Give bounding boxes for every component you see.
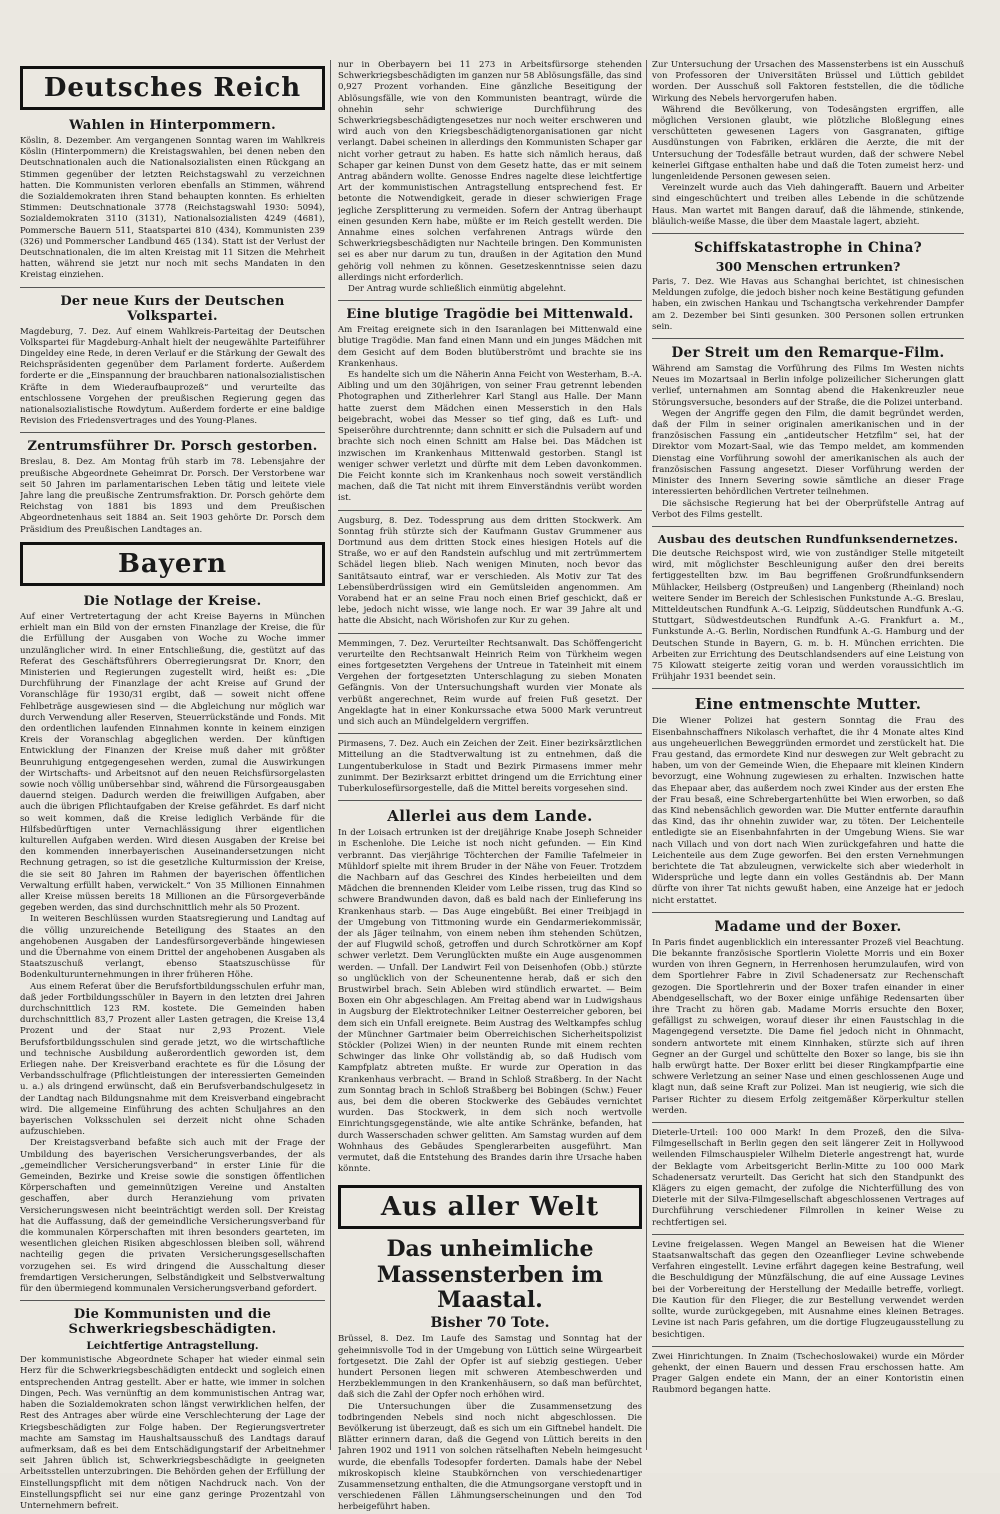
headline: Eine entmenschte Mutter. [694, 695, 922, 714]
article-body: Levine freigelassen. Wegen Mangel an Beweisen hat die Wiener Staatsanwaltschaft das gegen den Ozeanflieger Levine schwebende Verfahren eingestellt. Levine erfährt dagegen keine Bestrafung, weil die Beschuldigung der Münzfälschung, die auf eine Aussage Levines bei der Vorbereitung der Herstellung der Medaille betreffe, vorliegt. Die Kaution für den Flieger, die zur Bestellung verwendet werden sollte, wurde zurückgegeben, mit Ausnahme eines kleinen Betrages. Levine ist nach Paris gefahren, um die dortige Flugzeugausstellung zu besichtigen. [652, 1239, 964, 1340]
article-body: Aus einem Referat über die Berufsfortbildungsschulen erfuhr man, daß jeder Fortbildungsschüler in Bayern in den letzten drei Jahren durchschnittlich 123 RM. kostete. Die Gemeinden haben durchschnittlich 83,7 Prozent aller Lasten getragen, die Kreise 13,4 Prozent und der Staat nur 2,93 Prozent. Viele Berufsfortbildungsschulen sind gerade jetzt, wo die wirtschaftliche und technische Ausbildung außerordentlich geworden ist, dem Erliegen nahe. Der Kreisverband erachtete es für die Lösung der Verbandsschulfrage (Pflichtleistungen der interessierten Gemeinden u. a.) als dringend erwünscht, daß ein Berufsverbandschulgesetz in der Landtag nach Bildungsnahme mit dem Kreisverband eingebracht wird. Die allgemeine Einführung des achten Schuljahres an den bayerischen Volksschulen sei derzeit nicht ohne Schaden aufzuschieben. [20, 981, 325, 1138]
headline: Die Notlage der Kreise. [83, 593, 262, 609]
article-body: Die deutsche Reichspost wird, wie von zuständiger Stelle mitgeteilt wird, mit möglichster Beschleunigung außer den drei bereits fertiggestellten bzw. im Bau begriffenen Großrundfunksendern Mühlacker, Heilsberg (Ostpreußen) und Langenberg (Rheinland) noch weitere Sender im Bereich der Schlesischen Funkstunde A.-G. Breslau, Mitteldeutschen Rundfunk A.-G. Leipzig, Süddeutschen Rundfunk A.-G. Stuttgart, Südwestdeutschen Rundfunk A.-G. Frankfurt a. M., Funkstunde A.-G. Berlin, Nordischen Rundfunk A.-G. Hamburg und der Deutschen Stunde in Bayern, G. m. b. H. München errichten. Die Arbeiten zur Errichtung des Deutschlandsenders auf eine Leistung von 75 Kilowatt steigerte zeitig voran und werden voraussichtlich im Frühjahr 1931 beendet sein. [652, 548, 964, 683]
column-1 [20, 60, 325, 1512]
section-header-deutsches-reich [20, 66, 325, 110]
article-body: Zur Untersuchung der Ursachen des Massensterbens ist ein Ausschuß von Professoren der Universitäten Brüssel und Lüttich gebildet worden. Der Ausschuß soll Faktoren feststellen, die die tödliche Wirkung des Nebels hervorgerufen haben. [652, 60, 964, 104]
article-divider [652, 1234, 964, 1235]
article-body: Während die Bevölkerung, von Todesängsten ergriffen, alle möglichen Versionen glaubt, wie plötzliche Bloßlegung eines verschütteten gewesenen Lagers von Gasgranaten, giftige Ausdünstungen von Fabriken, erklären die Aerzte, die mit der Untersuchung der Todesfälle betraut wurden, daß der schwere Nebel keinerlei Giftgase enthalten habe und daß die Toten zumeist herz- und lungenleidende Personen gewesen seien. [652, 104, 964, 183]
column-3 [652, 60, 964, 1397]
section-title: Bayern [117, 548, 228, 579]
article-divider [20, 432, 325, 433]
article-divider [338, 733, 642, 734]
article-divider [652, 688, 964, 689]
headline: Das unheimliche Massensterben im Maastal. [376, 1236, 604, 1314]
article-body: Vereinzelt wurde auch das Vieh dahingerafft. Bauern und Arbeiter sind eingeschüchtert und treiben alles Lebende in die schützende Haus. Man wartet mit Bangen darauf, daß die lähmende, stinkende, bläulich-weiße Masse, die über dem Maastale lagert, abzieht. [652, 183, 964, 227]
article-body: Der Antrag wurde schließlich einmütig abgelehnt. [348, 284, 567, 295]
headline: Schiffskatastrophe in China? [694, 240, 922, 257]
headline: Wahlen in Hinterpommern. [69, 118, 276, 133]
article-divider [338, 633, 642, 634]
article-body: Der kommunistische Abgeordnete Schaper hat wieder einmal sein Herz für die Schwerkriegsbeschädigten entdeckt und sogleich einen entsprechenden Antrag gestellt. Aber er hatte, wie immer in solchen Dingen, Pech. Was vernünftig an dem kommunistischen Antrag war, haben die Sozialdemokraten schon längst verwirklichen helfen, der Rest des Antrages aber würde eine Verschlechterung der Lage der Kriegsbeschädigten zur Folge haben. Der Regierungsvertreter machte am Samstag im Haushaltsausschuß des Landtags darauf aufmerksam, daß es bei dem Entschädigungstarif der Arbeitnehmer seit Jahren üblich ist, Schwerkriegsbeschädigte in geeigneten Arbeitsstellen unterzubringen. Die Behörden gehen der Erfüllung der Einstellungspflicht mit dem nötigen Nachdruck nach. Von der Einstellungspflicht sei nur eine ganz geringe Prozentzahl von Unternehmern befreit. [20, 1355, 325, 1511]
article-body: nur in Oberbayern bei 11 273 in Arbeitsfürsorge stehenden Schwerkriegsbeschädigten im ganzen nur 58 Ablösungsfälle, das sind 0,927 Prozent vorhanden. Eine gänzliche Beseitigung der Ablösungsfälle, wie von den Kommunisten beantragt, würde die ohnehin sehr schwierige Durchführung des Schwerkriegsbeschädigtengesetzes nur noch weiter erschweren und wird auch von den Kriegsbeschädigtenorganisationen gar nicht verlangt. Dabei scheinen in allerdings den Kommunisten Schaper gar nicht vorher getraut zu haben. Es hatte sich nämlich heraus, daß Schaper gar keinen Dunst von dem Gesetz hatte, das er mit seinem Antrag abändern wollte. Genosse Endres nagelte diese leichtfertige Art der kommunistischen Antragstellung entsprechend fest. Er betonte die Notwendigkeit, gerade in dieser schwierigen Frage jegliche Zersplitterung zu vermeiden. Sofern der Antrag überhaupt einen gesunden Kern habe, müßte er im Reich gestellt werden. Die Annahme eines solchen verfahrenen Antrags würde den Schwerkriegsbeschädigten nur Nachteile bringen. Den Kommunisten sei es aber nur darum zu tun, draußen in der Agitation den Mund gehörig voll nehmen zu können. Gesetzeskenntnisse seien dazu allerdings nicht erforderlich. [338, 60, 642, 283]
article-body: Der Kreistagsverband befaßte sich auch mit der Frage der Umbildung des bayerischen Versicherungsverbandes, der als „gemeindlicher Versicherungsverband“ in erster Linie für die Gemeinden, Bezirke und Kreise sowie die sonstigen öffentlichen Körperschaften und gemeinnützigen Vereine und Anstalten geschaffen, aber durch Heranziehung vom privaten Versicherungswesen nicht beeinträchtigt werden soll. Der Kreistag hat die Auffassung, daß der gemeindliche Versicherungsverband für die kommunalen Körperschaften mit ihren besonders gearteten, im wesentlichen gleichen Risiken abgeschlossen bleiben soll, während nachteilig gegen die privaten Versicherungsgesellschaften vorzugehen sei. Es wird dringend die Ausschaltung dieser fremdartigen Versicherungen, Selbständigkeit und Selbstverwaltung für den übermiegend kommunalen Versicherungsverband gefordert. [20, 1138, 325, 1295]
headline: Eine blutige Tragödie bei Mittenwald. [346, 307, 634, 323]
article-body: Pirmasens, 7. Dez. Auch ein Zeichen der Zeit. Einer bezirksärztlichen Mitteilung an die Stadtverwaltung ist zu entnehmen, daß die Lungentuberkulose in Stadt und Bezirk Pirmasens immer mehr zunimmt. Der Bezirksarzt erbittet dringend um die Errichtung einer Tuberkulosefürsorgestelle, daß die Mittel bereits vorgesehen sind. [338, 739, 642, 794]
article-body: Am Freitag ereignete sich in den Isaranlagen bei Mittenwald eine blutige Tragödie. Man fand einen Mann und ein junges Mädchen mit dem Gesicht auf dem Boden blutüberströmt und brachte sie ins Krankenhaus. [338, 325, 642, 369]
column-rule [330, 60, 331, 1450]
article-divider [652, 1122, 964, 1123]
headline: Zentrumsführer Dr. Porsch gestorben. [27, 439, 318, 455]
article-divider [652, 912, 964, 913]
article-body: In weiteren Beschlüssen wurden Staatsregierung und Landtag auf die völlig unzureichende Beteiligung des Staates an den angehobenen Ausgaben der Landesfürsorgeverbände hingewiesen und die Übernahme von einem Drittel der angehobenen Ausgaben als Staatszuschuß verlangt, ebenso Staatszuschüsse für Bodenkulturunternehmungen in ihrer früheren Höhe. [20, 914, 325, 981]
article-body: In der Loisach ertrunken ist der dreijährige Knabe Joseph Schneider in Eschenlohe. Die Leiche ist noch nicht gefunden. — Ein Kind verbrannt. Das vierjährige Töchterchen der Familie Tafelmeier in Mühldorf spielte mit ihrem Bruder in der Nähe von Feuer. Trotzdem die Nachbarn auf das Geschrei des Kindes herbeieilten und dem Mädchen die brennenden Kleider vom Leibe rissen, trug das Kind so schwere Brandwunden davon, daß es bald nach der Einlieferung ins Krankenhaus starb. — Das Auge eingebüßt. Bei einer Treibjagd in der Umgebung von Tittmoning wurde ein Gendarmeriekommissär, der als Jäger teilnahm, von einem neben ihm stehenden Schützen, der auf Flugwild schoß, getroffen und durch Schrotkörner am Kopf schwer verletzt. Dem Verunglückten mußte ein Auge ausgenommen werden. — Unfall. Der Landwirt Feil von Deisenhofen (Obb.) stürzte so unglücklich von der Scheunentenne herab, daß er sich den Brustwirbel brach. Sein Ableben wird stündlich erwartet. — Beim Boxen ein Ohr abgeschlagen. Am Freitag abend war in Ludwigshaus in Augsburg der Elektrotechniker Leitner Oesterreicher geboren, bei dem sich ein Unfall ereignete. Beim Austrag des Weltkampfes schlug der Münchner Gartmaier beim Oberreichischen Sicherheitspolizist Stöckler (Polizei Wien) in der neunten Runde mit einem rechten Schwinger das linke Ohr vollständig ab, so daß Hudisch vom Kampfplatz abtreten mußte. Er wurde zur Operation in das Krankenhaus verbracht. — Brand in Schloß Straßberg. In der Nacht zum Sonntag brach in Schloß Straßberg bei Bobingen (Schw.) Feuer aus, bei dem die oberen Stockwerke des Gebäudes vernichtet wurden. Das Stockwerk, in dem sich noch wertvolle Einrichtungsgegenstände, wie alte antike Schränke, befanden, hat durch Wasserschaden schwer gelitten. Am Samstag wurden auf dem Wohnhaus des Gebäudes Spenglerarbeiten ausgeführt. Man vermutet, daß die Entstehung des Brandes darin ihre Ursache haben könnte. [338, 828, 642, 1175]
article-body: Brüssel, 8. Dez. Im Laufe des Samstag und Sonntag hat der geheimnisvolle Tod in der Umgebung von Lüttich seine Würgearbeit fortgesetzt. Die Zahl der Opfer ist auf siebzig gestiegen. Ueber hundert Personen liegen mit schweren Atembeschwerden und Herzbeklemmungen in den Krankenhäusern, so daß man befürchtet, daß sich die Zahl der Opfer noch erhöhen wird. [338, 1334, 642, 1401]
article-body: Während am Samstag die Vorführung des Films Im Westen nichts Neues im Mozartsaal in Berlin infolge polizeilicher Sicherungen glatt verlief, unternahmen am Sonntag abend die Hakenkreuzler neue Störungsversuche, besonders auf der Straße, die die Polizei unterband. [652, 364, 964, 408]
article-divider [652, 526, 964, 527]
column-rule [646, 60, 647, 1450]
article-body: In Paris findet augenblicklich ein interessanter Prozeß viel Beachtung. Die bekannte französische Sportlerin Violette Morris und ein Boxer wurden von ihren Gegnern, in Herrenhosen herumzulaufen, wird von dem Sportlehrer Fabre in Zivil Schadenersatz zur Rechenschaft gezogen. Die Sportlehrerin und der Boxer trafen einander in einer Abendgesellschaft, wo der Boxer einige unfähige Redensarten über ihre Tracht zu hören gab. Madame Morris ersuchte den Boxer, gefälligst zu schweigen, worauf dieser ihr einen Faustschlag in die Magengegend versetzte. Die Dame fiel jedoch nicht in Ohnmacht, sondern antwortete mit einem Kinnhaken, stürzte sich auf ihren Gegner an der Gurgel und schüttelte den Boxer so lange, bis sie ihn halb erwürgt hatte. Der Boxer erlitt bei dieser Ringkampfpartie eine schwere Verletzung an seiner Nase und einen geschlossenen Auge und klagt nun, daß seine Kraft zur Polizei. Man ist neugierig, wie sich die Pariser Richter zu diesem Erfolg zeitgemäßer Körperkultur stellen werden. [652, 937, 964, 1116]
article-divider [338, 510, 642, 511]
article-body: Die Wiener Polizei hat gestern Sonntag die Frau des Eisenbahnschaffners Nikolasch verhaftet, die ihr 4 Monate altes Kind aus ungeheuerlichen Beweggründen ermordet und zerstückelt hat. Die Frau gestand, das ermordete Kind nur deswegen zur Welt gebracht zu haben, um von der Gemeinde Wien, die Ehepaare mit kleinen Kindern bevorzugt, eine Wohnung zugewiesen zu erhalten. Inzwischen hatte das Ehepaar aber, das außerdem noch zwei Kinder aus der ersten Ehe der Frau besaß, eine Schrebergartenhütte bei Wien erworben, so daß das Kind nebensächlich geworden war. Die Mutter entfernte daraufhin das Kind, das ihr ohnehin zuwider war, zu töten. Der Leichenteile entledigte sie an Eisenbahnfahrten in der Umgebung Wiens. Sie war nach Villach und von dort nach Wien zurückgefahren und hatte die Leichenteile aus dem Zuge geworfen. Bei den ersten Vernehmungen berichtete die Tat abzuleugnen, verwickelte sich aber wiederholt in Widersprüche und legte dann ein volles Geständnis ab. Der Mann dürfte von ihrer Tat nichts gewußt haben, eine Anzeige hat er jedoch nicht erstattet. [652, 716, 964, 906]
headline: Der Streit um den Remarque-Film. [671, 345, 945, 362]
article-divider [338, 300, 642, 301]
section-title: Deutsches Reich [43, 73, 302, 103]
article-divider [20, 1300, 325, 1301]
subheadline: Leichtfertige Antragstellung. [86, 1340, 259, 1353]
article-body: Breslau, 8. Dez. Am Montag früh starb im 78. Lebensjahre der preußische Abgeordnete Geheimrat Dr. Porsch. Der Verstorbene war seit 50 Jahren im parlamentarischen Leben tätig und leitete viele Jahre lang die preußische Zentrumsfraktion. Dr. Porsch gehörte dem Reichstag von 1881 bis 1893 und dem Preußischen Abgeordnetenhaus seit 1884 an. Seit 1903 gehörte Dr. Porsch dem Präsidium des Preußischen Landtages an. [20, 457, 325, 535]
headline: Ausbau des deutschen Rundfunksendernetzes. [657, 532, 959, 546]
article-body: Augsburg, 8. Dez. Todessprung aus dem dritten Stockwerk. Am Sonntag früh stürzte sich der Kaufmann Gustav Grummener aus Dortmund aus dem dritten Stock eines hiesigen Hotels auf die Straße, wo er auf den Randstein aufschlug und mit zertrümmertem Schädel liegen blieb. Nach wenigen Minuten, noch bevor das Sanitätsauto eintraf, war er verschieden. Als Motiv zur Tat des Lebensüberdrüssigen wird ein Gemütsleiden angenommen. Am Vorabend hat er an seine Frau noch einen Brief geschickt, daß er lebe, jedoch nicht wisse, wie lange noch. Er war 39 Jahre alt und hatte die Absicht, nach Wörishofen zur Kur zu gehen. [338, 515, 642, 627]
headline: Die Kommunisten und die Schwerkriegsbeschädigten. [68, 1307, 277, 1338]
subheadline: Bisher 70 Tote. [430, 1315, 550, 1332]
headline: Der neue Kurs der Deutschen Volkspartei. [60, 293, 285, 324]
headline: Allerlei aus dem Lande. [387, 807, 593, 826]
article-body: Köslin, 8. Dezember. Am vergangenen Sonntag waren im Wahlkreis Köslin (Hinterpommern) die Kreistagswahlen, bei denen neben den Deutschnationalen auch die Nationalsozialisten einen Rückgang an Stimmen gegenüber der letzten Reichstagswahl zu verzeichnen hatten. Die Kommunisten verloren ebenfalls an Stimmen, während die Sozialdemokraten ihren Stand behaupten konnten. Es erhielten Stimmen: Deutschnationale 3778 (Reichstagswahl 1930: 5094), Sozialdemokraten 3110 (3131), Nationalsozialisten 4249 (4681), Pommersche Bauern 511, Staatspartei 810 (434), Kommunisten 239 (326) und Pommerscher Landbund 465 (134). Statt ist der Verlust der Deutschnationalen, die im alten Kreistag mit 11 Sitzen die Mehrheit hatten, während sie jetzt nur noch mit sechs Mandaten in den Kreistag einziehen. [20, 136, 325, 281]
section-header-bayern [20, 542, 325, 586]
article-body: Memmingen, 7. Dez. Verurteilter Rechtsanwalt. Das Schöffengericht verurteilte den Rechtsanwalt Heinrich Reim von Türkheim wegen eines fortgesetzten Vergehens der Untreue in Tateinheit mit einem Vergehen der fortgesetzten Unterschlagung zu sieben Monaten Gefängnis. Von der Untersuchungshaft wurden vier Monate als verbüßt angerechnet, Reim wurde auf freien Fuß gesetzt. Der Angeklagte hat in einer Konkurssache etwa 5000 Mark veruntreut und sich auch an Mündelgeldern vergriffen. [338, 638, 642, 727]
subheadline: 300 Menschen ertrunken? [715, 259, 901, 275]
article-body: Magdeburg, 7. Dez. Auf einem Wahlkreis-Parteitag der Deutschen Volkspartei für Magdeburg-Anhalt hielt der neugewählte Parteiführer Dingeldey eine Rede, in deren Verlauf er die Stärkung der Gewalt des Reichspräsidenten gegenüber dem Parlament forderte. Außerdem forderte er die „Einspannung der brauchbaren nationalsozialistischen Kräfte in dem Wiederaufbauprozeß“ und verurteilte das entschlossene Vorgehen der preußischen Regierung gegen das nationalsozialistische Rowdytum. Außerdem forderte er eine baldige Revision des Friedensvertrages und des Young-Planes. [20, 326, 325, 427]
article-body: Wegen der Angriffe gegen den Film, die damit begründet werden, daß der Film in seiner originalen amerikanischen und in der französischen Fassung ein „antideutscher Hetzfilm“ sei, hat der Direktor vom Mozart-Saal, wie das Tempo meldet, am kommenden Dienstag eine Vorführung sowohl der amerikanischen als auch der französischen Fassung angesetzt. Dieser Vorführung werden der Minister des Innern Severing sowie sämtliche an dieser Frage interessierten behördlichen Vertreter teilnehmen. [652, 408, 964, 498]
article-body: Zwei Hinrichtungen. In Znaim (Tschechoslowakei) wurde ein Mörder gehenkt, der einen Bauern und dessen Frau erschossen hatte. Am Prager Galgen endete ein Mann, der an einer Kontoristin einen Raubmord begangen hatte. [652, 1351, 964, 1396]
article-divider [652, 338, 964, 339]
article-divider [338, 800, 642, 801]
article-divider [20, 287, 325, 288]
article-body: Paris, 7. Dez. Wie Havas aus Schanghai berichtet, ist chinesischen Meldungen zufolge, die jedoch bisher noch keine Bestätigung gefunden haben, ein zwischen Hankau und Tschangtscha verkehrender Dampfer am 2. Dezember bei Sinti gesunken. 300 Personen sollen ertrunken sein. [652, 277, 964, 332]
article-body: Es handelte sich um die Näherin Anna Feicht von Westerham, B.-A. Aibling und um den 30jährigen, von seiner Frau getrennt lebenden Photographen und Zitherlehrer Karl Stangl aus Halle. Der Mann hatte zuerst dem Mädchen einen Messerstich in den Hals beigebracht, wobei das Messer so tief ging, daß es Luft- und Speiseröhre durchtrennte; dann schnitt er sich die Pulsadern auf und brachte sich noch einen Schnitt am Halse bei. Das Mädchen ist inzwischen im Krankenhaus Mittenwald gestorben. Stangl ist weniger schwer verletzt und dürfte mit dem Leben davonkommen. Die Feicht konnte sich im Krankenhaus noch soweit verständlich machen, daß die Tat nicht mit ihrem Einverständnis verübt worden ist. [338, 370, 642, 504]
headline: Madame und der Boxer. [714, 918, 902, 935]
section-header-aus-aller-welt [338, 1185, 642, 1229]
article-body: Die sächsische Regierung hat bei der Oberprüfstelle Antrag auf Verbot des Films gestellt. [652, 498, 964, 520]
article-divider [652, 233, 964, 234]
article-body: Die Untersuchungen über die Zusammensetzung des todbringenden Nebels sind noch nicht abgeschlossen. Die Bevölkerung ist überzeugt, daß es sich um ein Giftnebel handelt. Die Blätter erinnern daran, daß die Gegend von Lüttich bereits in den Jahren 1902 und 1911 von solchen rätselhaften Nebeln heimgesucht wurde, die ebenfalls Todesopfer forderten. Damals habe der Nebel mikroskopisch kleine Staubkörnchen von verschiedenartiger Zusammensetzung enthalten, die die Atmungsorgane verstopft und in verschiedenen Fällen Lähmungserscheinungen und den Tod herbeigeführt haben. [338, 1401, 642, 1513]
section-title: Aus aller Welt [380, 1192, 600, 1223]
article-body: Auf einer Vertretertagung der acht Kreise Bayerns in München erhielt man ein Bild von der ernsten Finanzlage der Kreise, die für die Erfüllung der Ausgaben von Woche zu Woche immer unzulänglicher wird. In einer Entschließung, die, gestützt auf das Referat des Geschäftsführers Oberregierungsrat Dr. Knorr, den Ministerien und Regierungen zugestellt wird, heißt es: „Die Durchführung der Finanzlage der acht Kreise auf Grund der Voranschläge für 1930/31 ergibt, daß — soweit nicht offene Fehlbeträge ausgewiesen sind — die Abgleichung nur möglich war durch Verwendung aller Reserven, Steuerrückstände und Fonds. Mit den ordentlichen laufenden Einnahmen konnte in keinem einzigen Kreis der Voranschlag abgeglichen werden. Der künftigen Entwicklung der Finanzen der Kreise muß daher mit größter Beunruhigung entgegengesehen werden, zumal die Auswirkungen der Wirtschafts- und Arbeitsnot auf den neuen Reichsfürsorgelasten sowie noch völlig unübersehbar sind, während die Fürsorgeausgaben dauernd steigen. Dadurch werden die freiwilligen Aufgaben, aber auch die übrigen Pflichtaufgaben der Kreise gefährdet. Es darf nicht so weit kommen, daß die Kreise lediglich Verbände für die Hilfsbedürftigen unter Vernachlässigung ihrer eigentlichen kulturellen Aufgaben werden. Wird diesen Ausgaben der Kreise bei den kommenden innerbayerischen Auseinandersetzungen nicht Rechnung getragen, so ist die gesetzliche Kulturmission der Kreise, die sie seit 80 Jahren im Rahmen der bayerischen öffentlichen Verwaltung erfüllt haben, verwickelt.“ Von 35 Millionen Einnahmen aller Kreise müssen bereits 18 Millionen an die Fürsorgeverbände gegeben werden, das sind durchschnittlich mehr als 50 Prozent. [20, 611, 325, 914]
column-2 [338, 60, 642, 1514]
article-body: Dieterle-Urteil: 100 000 Mark! In dem Prozeß, den die Silva-Filmgesellschaft in Berlin gegen den seit längerer Zeit in Hollywood weilenden Filmschauspieler Wilhelm Dieterle angestrengt hat, wurde der Beklagte vom Arbeitsgericht Berlin-Mitte zu 100 000 Mark Schadenersatz verurteilt. Das Gericht hat sich den Standpunkt des Klägers zu eigen gemacht, der zufolge die Nichterfüllung des von Dieterle mit der Silva-Filmgesellschaft abgeschlossenen Vertrages auf Durchführung verschiedener Filmrollen in keiner Weise zu rechtfertigen sei. [652, 1128, 964, 1228]
article-divider [652, 1346, 964, 1347]
